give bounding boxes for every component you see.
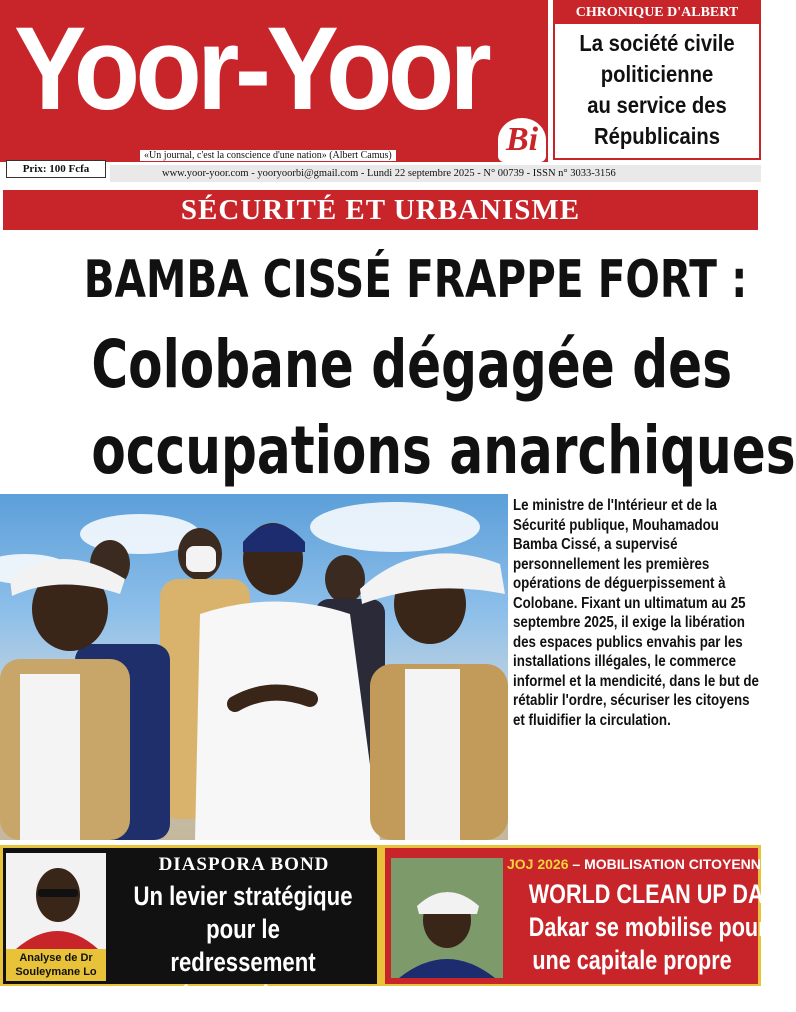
teaser-title-line: une capitale propre xyxy=(532,945,732,975)
tagline: «Un journal, c'est la conscience d'une nation» (Albert Camus) xyxy=(140,150,396,161)
teaser-title-line: économique xyxy=(177,980,309,1010)
masthead xyxy=(0,0,548,162)
kicker-rest: – MOBILISATION CITOYENNE xyxy=(568,856,771,872)
teaser-title-line: pour le redressement xyxy=(170,914,316,977)
teaser-title xyxy=(528,878,789,977)
cleanup-photo-illustration xyxy=(391,858,503,978)
chronicle-title xyxy=(567,28,747,152)
main-photo xyxy=(0,494,508,840)
teaser-title-line: WORLD CLEAN UP DAY : xyxy=(528,879,789,909)
lead-article-text: Le ministre de l'Intérieur et de la Sécurité publique, Mouhamadou Bamba Cissé, a supervisé personnellement les premières opérations de déguerpissement à Colobane. Fixant un ultimatum au 25 septembre 2025, il exige la libération des espaces publics envahis par les installations illégales, le commerce informel et la mendicité, dans le but de rétablir l'ordre, sécuriser les citoyens et fluidifier la circulation. xyxy=(513,497,759,729)
chronicle-line: au service des xyxy=(587,92,727,118)
teaser-diaspora-bond[interactable] xyxy=(3,848,377,1010)
headline-line-1: BAMBA CISSÉ FRAPPE FORT : xyxy=(83,250,748,310)
teaser-title xyxy=(131,880,354,1012)
lead-article-summary[interactable] xyxy=(513,496,761,840)
chronicle-header: CHRONIQUE D'ALBERT xyxy=(555,2,759,24)
author-portrait xyxy=(6,853,106,949)
author-caption xyxy=(6,949,106,981)
teaser-kicker: DIASPORA BOND xyxy=(158,854,330,875)
teaser-title-line: Dakar se mobilise pour xyxy=(528,912,767,942)
author-caption-line: Souleymane Lo xyxy=(15,966,97,978)
chronicle-line: politicienne xyxy=(600,61,714,87)
headline-line-3: occupations anarchiques xyxy=(91,412,796,489)
section-banner: SÉCURITÉ ET URBANISME xyxy=(3,190,758,230)
logo-suffix: Bi xyxy=(505,121,539,158)
author-portrait-illustration xyxy=(6,853,106,949)
kicker-highlight: JOJ 2026 xyxy=(507,856,569,872)
logo-suffix-badge xyxy=(498,118,546,162)
cleanup-photo xyxy=(391,858,503,978)
price-tag: Prix: 100 Fcfa xyxy=(6,160,106,178)
chronicle-box[interactable] xyxy=(553,0,761,160)
chronicle-line: La société civile xyxy=(579,30,735,56)
teaser-world-cleanup-day[interactable] xyxy=(385,848,789,984)
chronicle-line: Républicains xyxy=(594,123,720,149)
newspaper-logo: Yoor-Yoor xyxy=(14,3,488,135)
photo-people-illustration xyxy=(0,494,508,840)
teaser-title-line: Un levier stratégique xyxy=(133,881,353,911)
author-caption-line: Analyse de Dr xyxy=(19,952,93,964)
publication-info-bar: www.yoor-yoor.com - yooryoorbi@gmail.com - Lundi 22 septembre 2025 - N° 00739 - ISSN n° 3033-3156 xyxy=(110,165,761,182)
headline-line-2: Colobane dégagée des xyxy=(91,326,733,403)
teaser-kicker xyxy=(507,856,771,872)
main-headline[interactable] xyxy=(0,238,796,494)
